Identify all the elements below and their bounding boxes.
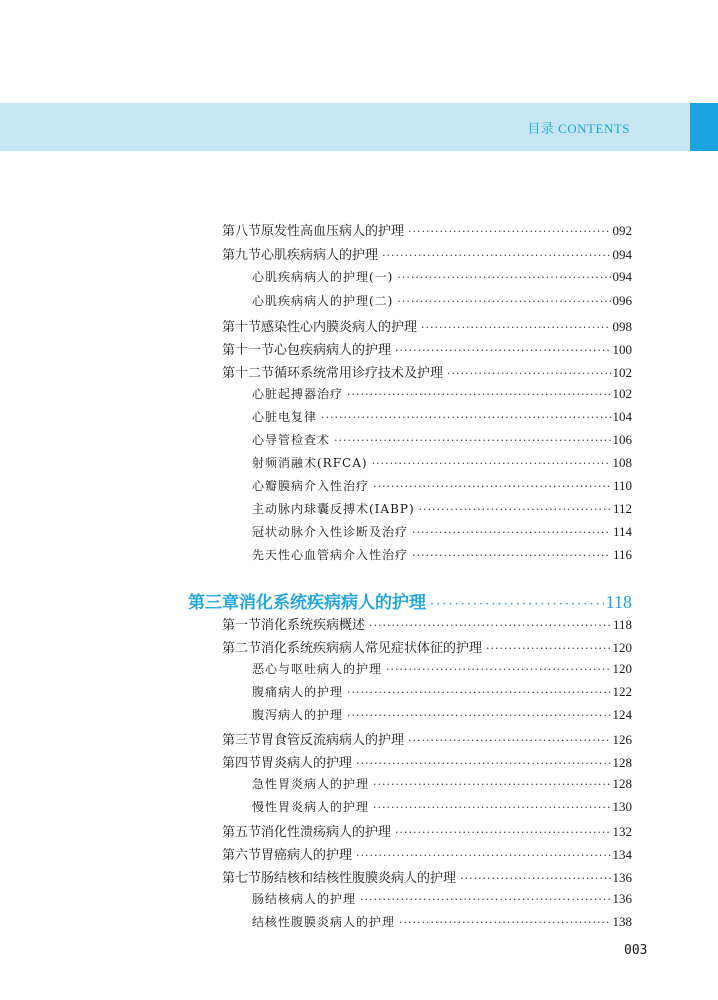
toc-subentry[interactable] bbox=[252, 408, 632, 428]
toc-entry-page: 122 bbox=[612, 684, 632, 699]
toc-entry-title: 胃炎病人的护理 bbox=[261, 756, 353, 771]
page-title: 目录 CONTENTS bbox=[527, 121, 630, 136]
toc-leader-dots bbox=[447, 367, 610, 380]
toc-entry-page: 106 bbox=[612, 432, 632, 447]
toc-entry-page: 138 bbox=[612, 914, 632, 929]
toc-entry-number: 第一节 bbox=[222, 618, 262, 633]
toc-entry-title: 心导管检查术 bbox=[252, 433, 331, 447]
toc-entry-title: 消化系统疾病病人常见症状体征的护理 bbox=[261, 641, 483, 656]
toc-entry-page: 098 bbox=[612, 319, 632, 334]
toc-entry-title: 慢性胃炎病人的护理 bbox=[252, 800, 370, 814]
toc-subentry[interactable] bbox=[252, 431, 632, 451]
toc-entry-title: 射频消融术(RFCA) bbox=[252, 456, 368, 470]
toc-entry-title: 腹痛病人的护理 bbox=[252, 685, 344, 699]
toc-entry-page: 134 bbox=[612, 847, 632, 862]
toc-leader-dots bbox=[430, 597, 604, 612]
toc-subentry[interactable] bbox=[252, 913, 632, 933]
toc-entry-page: 118 bbox=[612, 617, 632, 632]
toc-leader-dots bbox=[421, 321, 610, 334]
toc-section-entry[interactable] bbox=[222, 316, 632, 336]
toc-entry-number: 第十一节 bbox=[222, 343, 275, 358]
toc-entry-title: 心脏起搏器治疗 bbox=[252, 387, 344, 401]
toc-leader-dots bbox=[412, 526, 611, 539]
toc-entry-number: 第八节 bbox=[222, 224, 262, 239]
toc-entry-page: 112 bbox=[612, 501, 632, 516]
toc-entry-number: 第十节 bbox=[222, 320, 262, 335]
toc-leader-dots bbox=[360, 893, 610, 906]
toc-entry-title: 恶心与呕吐病人的护理 bbox=[252, 662, 383, 676]
toc-entry-number: 第二节 bbox=[222, 641, 262, 656]
toc-subentry[interactable] bbox=[252, 798, 632, 818]
toc-entry-title: 急性胃炎病人的护理 bbox=[252, 777, 370, 791]
toc-subentry[interactable] bbox=[252, 454, 632, 474]
toc-leader-dots bbox=[334, 434, 610, 447]
toc-entry-page: 102 bbox=[612, 365, 632, 380]
toc-section-entry[interactable] bbox=[222, 729, 632, 749]
toc-entry-page: 126 bbox=[612, 732, 632, 747]
toc-leader-dots bbox=[347, 709, 610, 722]
toc-entry-page: 124 bbox=[612, 707, 632, 722]
toc-leader-dots bbox=[412, 549, 611, 562]
toc-leader-dots bbox=[395, 344, 610, 357]
toc-section-entry[interactable] bbox=[222, 637, 632, 657]
toc-subentry[interactable] bbox=[252, 775, 632, 795]
toc-entry-number: 第五节 bbox=[222, 825, 262, 840]
toc-entry-number: 第九节 bbox=[222, 248, 262, 263]
toc-subentry[interactable] bbox=[252, 706, 632, 726]
toc-section-entry[interactable] bbox=[222, 752, 632, 772]
toc-section-entry[interactable] bbox=[222, 614, 632, 634]
toc-subentry[interactable] bbox=[252, 292, 632, 312]
toc-leader-dots bbox=[321, 411, 610, 424]
toc-entry-page: 116 bbox=[612, 547, 632, 562]
toc-entry-page: 100 bbox=[612, 342, 632, 357]
toc-entry-title: 肠结核和结核性腹膜炎病人的护理 bbox=[261, 871, 457, 886]
toc-section-entry[interactable] bbox=[222, 867, 632, 887]
toc-leader-dots bbox=[408, 225, 610, 238]
toc-entry-title: 胃癌病人的护理 bbox=[261, 848, 353, 863]
toc-section-entry[interactable] bbox=[222, 362, 632, 382]
toc-entry-title: 循环系统常用诊疗技术及护理 bbox=[274, 366, 444, 381]
toc-leader-dots bbox=[372, 457, 611, 470]
toc-subentry[interactable] bbox=[252, 890, 632, 910]
toc-leader-dots bbox=[356, 757, 610, 770]
toc-entry-number: 第三节 bbox=[222, 733, 262, 748]
toc-entry-page: 130 bbox=[612, 799, 632, 814]
toc-leader-dots bbox=[373, 778, 610, 791]
toc-entry-page: 094 bbox=[612, 247, 632, 262]
toc-leader-dots bbox=[373, 801, 610, 814]
toc-section-entry[interactable] bbox=[222, 844, 632, 864]
toc-entry-number: 第六节 bbox=[222, 848, 262, 863]
toc-entry-title: 消化系统疾病病人的护理 bbox=[239, 593, 426, 613]
toc-entry-title: 心包疾病病人的护理 bbox=[274, 343, 392, 358]
toc-leader-dots bbox=[356, 849, 610, 862]
toc-entry-title: 先天性心血管病介入性治疗 bbox=[252, 548, 409, 562]
toc-subentry[interactable] bbox=[252, 268, 632, 288]
toc-leader-dots bbox=[369, 619, 611, 632]
toc-entry-title: 主动脉内球囊反搏术(IABP) bbox=[252, 502, 415, 516]
toc-leader-dots bbox=[382, 249, 610, 262]
toc-entry-page: 094 bbox=[612, 269, 632, 284]
toc-subentry[interactable] bbox=[252, 683, 632, 703]
toc-entry-page: 096 bbox=[612, 293, 632, 308]
toc-entry-number: 第四节 bbox=[222, 756, 262, 771]
toc-leader-dots bbox=[373, 480, 611, 493]
page-number: 003 bbox=[624, 943, 648, 958]
toc-entry-page: 114 bbox=[612, 524, 632, 539]
toc-leader-dots bbox=[386, 663, 610, 676]
toc-entry-title: 消化性溃疡病人的护理 bbox=[261, 825, 392, 840]
toc-leader-dots bbox=[399, 916, 610, 929]
toc-entry-title: 心肌疾病病人的护理 bbox=[261, 248, 379, 263]
toc-entry-page: 104 bbox=[612, 409, 632, 424]
toc-subentry[interactable] bbox=[252, 523, 632, 543]
toc-entry-title: 肠结核病人的护理 bbox=[252, 892, 357, 906]
toc-entry-title: 心肌疾病病人的护理(一) bbox=[252, 270, 394, 284]
toc-entry-page: 092 bbox=[612, 223, 632, 238]
toc-leader-dots bbox=[395, 826, 610, 839]
toc-leader-dots bbox=[408, 734, 610, 747]
toc-entry-title: 冠状动脉介入性诊断及治疗 bbox=[252, 525, 409, 539]
toc-subentry[interactable] bbox=[252, 500, 632, 520]
toc-section-entry[interactable] bbox=[222, 821, 632, 841]
toc-entry-page: 118 bbox=[605, 592, 632, 612]
toc-entry-number: 第十二节 bbox=[222, 366, 275, 381]
toc-leader-dots bbox=[419, 503, 611, 516]
toc-entry-title: 心脏电复律 bbox=[252, 410, 318, 424]
toc-subentry[interactable] bbox=[252, 546, 632, 566]
toc-leader-dots bbox=[486, 642, 610, 655]
toc-subentry[interactable] bbox=[252, 660, 632, 680]
toc-entry-title: 心肌疾病病人的护理(二) bbox=[252, 294, 394, 308]
toc-entry-title: 感染性心内膜炎病人的护理 bbox=[261, 320, 418, 335]
toc-entry-title: 消化系统疾病概述 bbox=[261, 618, 366, 633]
toc-entry-page: 110 bbox=[612, 478, 632, 493]
toc-leader-dots bbox=[347, 388, 610, 401]
toc-entry-page: 108 bbox=[612, 455, 632, 470]
toc-entry-page: 120 bbox=[612, 661, 632, 676]
toc-entry-title: 结核性腹膜炎病人的护理 bbox=[252, 915, 396, 929]
toc-entry-title: 心瓣膜病介入性治疗 bbox=[252, 479, 370, 493]
toc-subentry[interactable] bbox=[252, 477, 632, 497]
toc-entry-title: 腹泻病人的护理 bbox=[252, 708, 344, 722]
toc-leader-dots bbox=[460, 872, 610, 885]
toc-entry-page: 132 bbox=[612, 824, 632, 839]
toc-leader-dots bbox=[347, 686, 610, 699]
toc-entry-title: 胃食管反流病病人的护理 bbox=[261, 733, 405, 748]
toc-entry-page: 128 bbox=[612, 776, 632, 791]
toc-entry-title: 原发性高血压病人的护理 bbox=[261, 224, 405, 239]
toc-chapter-entry[interactable] bbox=[188, 588, 632, 614]
toc-entry-page: 136 bbox=[612, 891, 632, 906]
toc-entry-number: 第七节 bbox=[222, 871, 262, 886]
toc-entry-number: 第三章 bbox=[188, 593, 239, 613]
toc-section-entry[interactable] bbox=[222, 244, 632, 264]
toc-entry-page: 102 bbox=[612, 386, 632, 401]
toc-subentry[interactable] bbox=[252, 385, 632, 405]
toc-entry-page: 136 bbox=[612, 870, 632, 885]
toc-entry-page: 120 bbox=[612, 640, 632, 655]
toc-leader-dots bbox=[397, 295, 610, 308]
toc-leader-dots bbox=[397, 271, 610, 284]
toc-section-entry[interactable] bbox=[222, 220, 632, 240]
toc-entry-page: 128 bbox=[612, 755, 632, 770]
toc-section-entry[interactable] bbox=[222, 339, 632, 359]
